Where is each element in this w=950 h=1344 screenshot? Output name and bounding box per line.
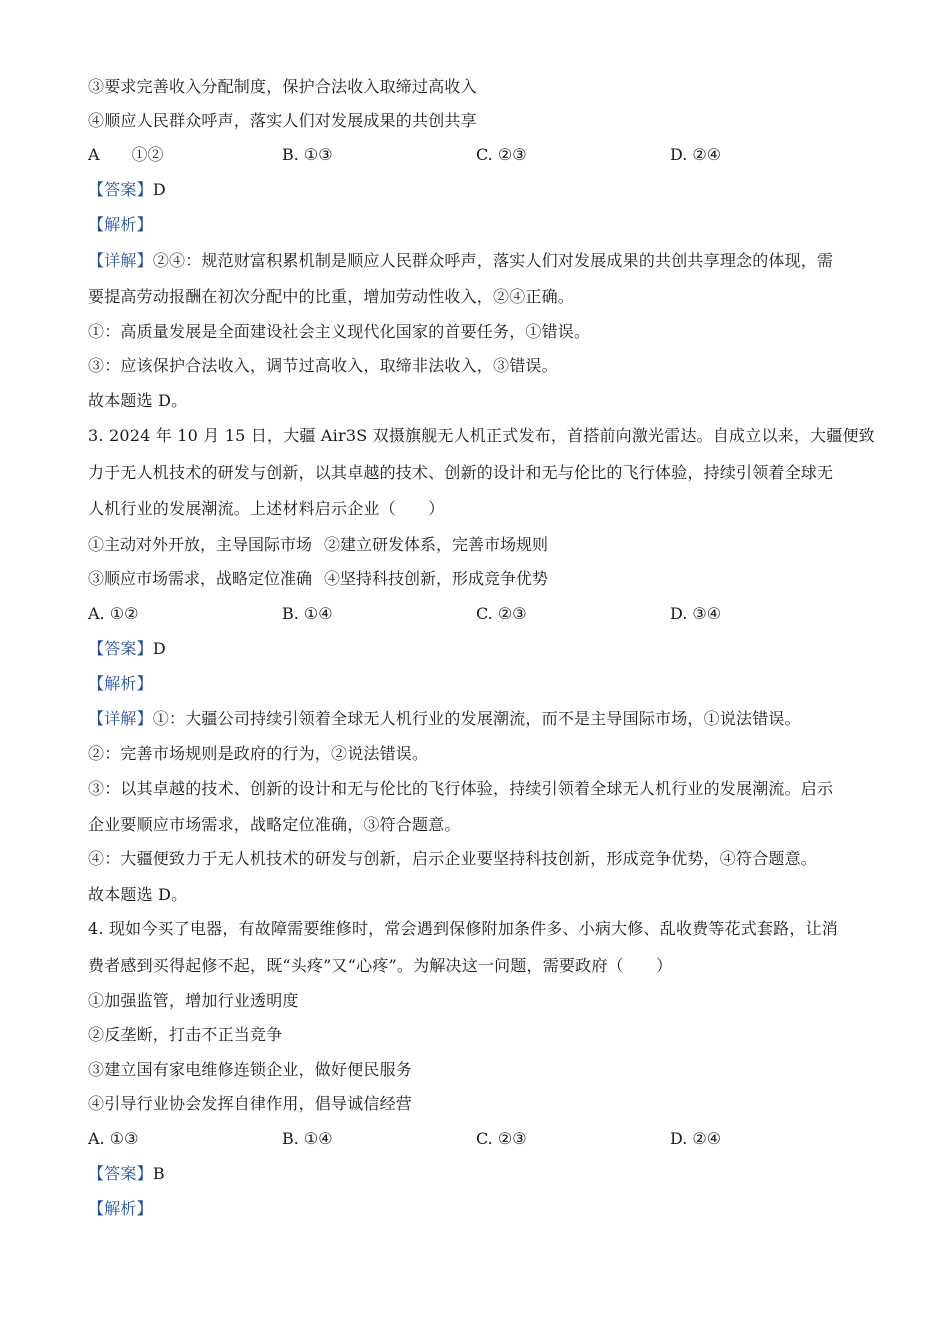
q3-answer <box>88 638 868 660</box>
q2-conclusion: 故本题选 D。 <box>88 391 188 410</box>
detail-tag: 【详解】 <box>88 709 153 728</box>
q4-stem-line-2: 费者感到买得起修不起，既“头疼”又“心疼”。为解决这一问题，需要政府（ ） <box>88 956 673 975</box>
q2-detail-line-2: 要提高劳动报酬在初次分配中的比重，增加劳动性收入，②④正确。 <box>88 287 575 306</box>
q3-option-d: D. ③④ <box>670 604 722 623</box>
q2-option-c: C. ②③ <box>476 145 527 164</box>
q3-conclusion: 故本题选 D。 <box>88 885 188 904</box>
q3-stem-line-3: 人机行业的发展潮流。上述材料启示企业（ ） <box>88 499 445 518</box>
q3-item-1: ①主动对外开放，主导国际市场 <box>88 535 313 554</box>
q2-analysis-tag: 【解析】 <box>88 215 153 234</box>
q2-detail-text: ②④：规范财富积累机制是顺应人民群众呼声，落实人们对发展成果的共创共享理念的体现，需 <box>152 251 834 270</box>
q3-items-row-2 <box>88 568 868 590</box>
q2-item-4: ④顺应人民群众呼声，落实人们对发展成果的共创共享 <box>88 111 477 130</box>
q2-detail-line-4: ③：应该保护合法收入，调节过高收入，取缔非法收入，③错误。 <box>88 356 558 375</box>
q3-option-b: B. ①④ <box>282 604 333 623</box>
q3-options <box>88 603 868 625</box>
q3-detail-line-1 <box>88 708 868 730</box>
q3-item-3: ③顺应市场需求，战略定位准确 <box>88 569 313 588</box>
q3-option-a: A. ①② <box>88 604 139 623</box>
q4-option-c: C. ②③ <box>476 1129 527 1148</box>
q3-detail-line-4: 企业要顺应市场需求，战略定位准确，③符合题意。 <box>88 815 461 834</box>
q3-stem-line-1: 3. 2024 年 10 月 15 日，大疆 Air3S 双摄旗舰无人机正式发布，首搭前向激光雷达。自成立以来，大疆便致 <box>88 426 875 445</box>
q4-option-a: A. ①③ <box>88 1129 139 1148</box>
q4-stem-line-1: 4. 现如今买了电器，有故障需要维修时，常会遇到保修附加条件多、小病大修、乱收费等花式套路，让消 <box>88 919 838 938</box>
answer-tag: 【答案】 <box>88 1164 153 1183</box>
q3-detail-text: ①：大疆公司持续引领着全球无人机行业的发展潮流，而不是主导国际市场，①说法错误。 <box>152 709 801 728</box>
q2-options <box>88 144 868 166</box>
q4-answer <box>88 1163 868 1185</box>
q3-detail-line-2: ②：完善市场规则是政府的行为，②说法错误。 <box>88 744 429 763</box>
q3-items-row-1 <box>88 534 868 556</box>
q3-option-c: C. ②③ <box>476 604 527 623</box>
q4-options <box>88 1128 868 1150</box>
q2-option-d: D. ②④ <box>670 145 722 164</box>
q3-detail-line-5: ④：大疆便致力于无人机技术的研发与创新，启示企业要坚持科技创新，形成竞争优势，④符合题意。 <box>88 849 818 868</box>
q2-detail-line-3: ①：高质量发展是全面建设社会主义现代化国家的首要任务，①错误。 <box>88 322 591 341</box>
q3-detail-line-3: ③：以其卓越的技术、创新的设计和无与伦比的飞行体验，持续引领着全球无人机行业的发展潮流。启示 <box>88 779 834 798</box>
q2-option-b: B. ①③ <box>282 145 333 164</box>
q4-analysis-tag: 【解析】 <box>88 1199 153 1218</box>
q4-item-3: ③建立国有家电维修连锁企业，做好便民服务 <box>88 1060 413 1079</box>
answer-tag: 【答案】 <box>88 180 153 199</box>
q4-item-4: ④引导行业协会发挥自律作用，倡导诚信经营 <box>88 1094 413 1113</box>
detail-tag: 【详解】 <box>88 251 153 270</box>
q4-option-d: D. ②④ <box>670 1129 722 1148</box>
q2-option-a: A ①② <box>88 145 164 164</box>
q3-item-2: ②建立研发体系，完善市场规则 <box>324 535 549 554</box>
q2-detail-line-1 <box>88 250 868 272</box>
q3-answer-value: D <box>152 639 166 658</box>
q3-item-4: ④坚持科技创新，形成竞争优势 <box>324 569 549 588</box>
q3-analysis-tag: 【解析】 <box>88 674 153 693</box>
answer-tag: 【答案】 <box>88 639 153 658</box>
q4-item-1: ①加强监管，增加行业透明度 <box>88 991 299 1010</box>
q4-answer-value: B <box>152 1164 165 1183</box>
q2-item-3: ③要求完善收入分配制度，保护合法收入取缔过高收入 <box>88 77 477 96</box>
q2-answer <box>88 179 868 201</box>
q2-answer-value: D <box>152 180 166 199</box>
q4-item-2: ②反垄断，打击不正当竞争 <box>88 1025 283 1044</box>
q3-stem-line-2: 力于无人机技术的研发与创新，以其卓越的技术、创新的设计和无与伦比的飞行体验，持续引领着全球无 <box>88 463 834 482</box>
q4-option-b: B. ①④ <box>282 1129 333 1148</box>
